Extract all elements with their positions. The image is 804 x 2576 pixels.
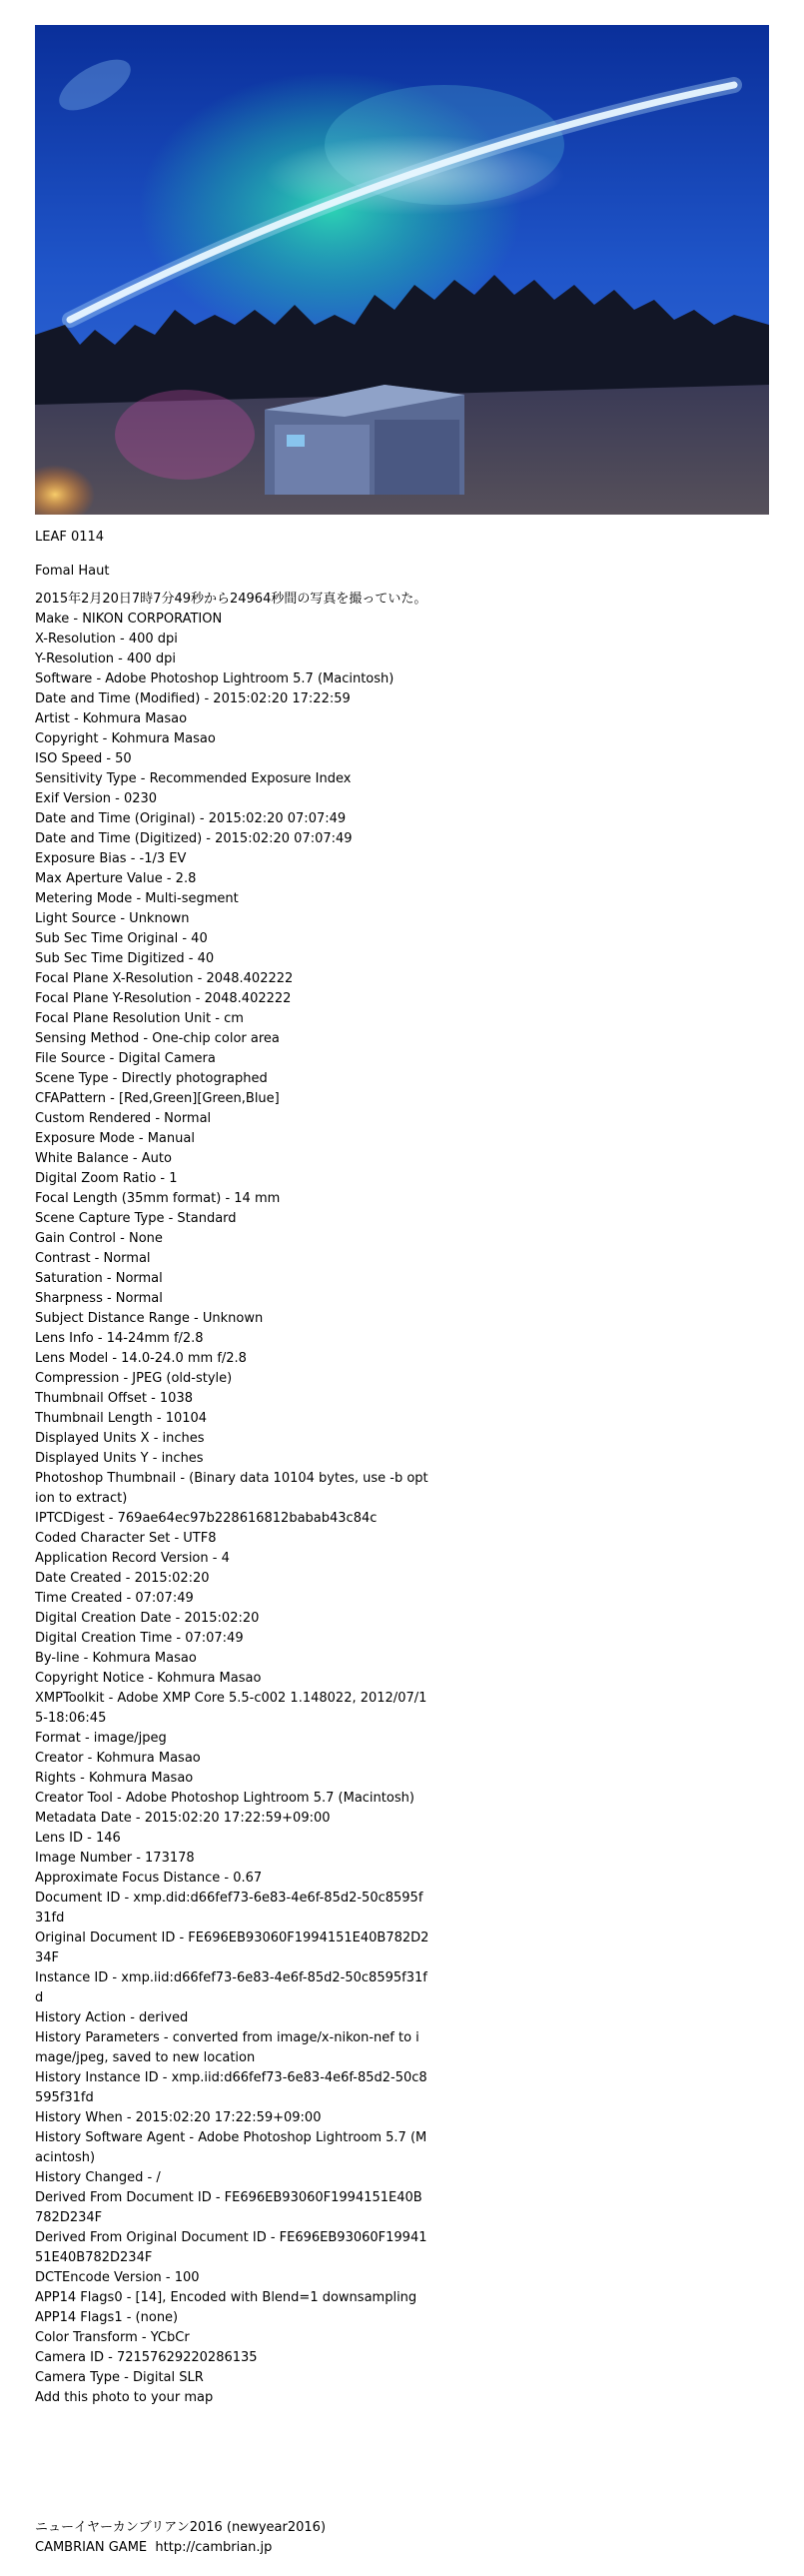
exif-entry: Coded Character Set - UTF8	[35, 1531, 217, 1546]
photo-image	[35, 25, 769, 515]
exif-entry: Displayed Units X - inches	[35, 1431, 205, 1446]
exif-entry: Sharpness - Normal	[35, 1291, 163, 1306]
photo-subtitle: Fomal Haut	[35, 564, 110, 579]
exif-entry: History Parameters - converted from image/x-nikon-nef to image/jpeg, saved to new location	[35, 2030, 419, 2065]
exif-entry: Lens Model - 14.0-24.0 mm f/2.8	[35, 1351, 247, 1366]
exif-entry: Thumbnail Length - 10104	[35, 1411, 208, 1426]
exif-entry: Sensing Method - One-chip color area	[35, 1031, 280, 1046]
exif-entry: Original Document ID - FE696EB93060F1994151E40B782D234F	[35, 1931, 429, 1965]
exif-entry: History Instance ID - xmp.iid:d66fef73-6e83-4e6f-85d2-50c8595f31fd	[35, 2070, 427, 2105]
exif-entry: IPTCDigest - 769ae64ec97b228616812babab43c84c	[35, 1511, 378, 1526]
exif-entry: Application Record Version - 4	[35, 1551, 230, 1566]
exif-entry: Sub Sec Time Original - 40	[35, 931, 208, 946]
footer	[35, 2518, 454, 2558]
exif-entry: Exposure Mode - Manual	[35, 1131, 195, 1146]
exif-entry: Artist - Kohmura Masao	[35, 711, 188, 726]
exif-entry: Subject Distance Range - Unknown	[35, 1311, 264, 1326]
exif-entry: APP14 Flags1 - (none)	[35, 2310, 179, 2325]
exif-entry: Exif Version - 0230	[35, 791, 158, 806]
exif-entry: Approximate Focus Distance - 0.67	[35, 1871, 263, 1886]
exif-entry: Instance ID - xmp.iid:d66fef73-6e83-4e6f-85d2-50c8595f31fd	[35, 1970, 427, 2005]
exif-entry: Saturation - Normal	[35, 1271, 163, 1286]
exif-entry: Creator - Kohmura Masao	[35, 1751, 201, 1766]
night-sky-photo[interactable]	[35, 25, 769, 515]
exif-entry: File Source - Digital Camera	[35, 1051, 216, 1066]
exif-entry: Date and Time (Original) - 2015:02:20 07:07:49	[35, 811, 347, 826]
exif-entry: By-line - Kohmura Masao	[35, 1651, 197, 1666]
exif-entry: Focal Plane Y-Resolution - 2048.402222	[35, 991, 292, 1006]
exif-entry: CFAPattern - [Red,Green][Green,Blue]	[35, 1091, 280, 1106]
exif-entry: Camera Type - Digital SLR	[35, 2370, 204, 2385]
footer-event-title: ニューイヤーカンブリアン2016 (newyear2016)	[35, 2520, 327, 2535]
exif-entry: Custom Rendered - Normal	[35, 1111, 212, 1126]
exif-entry: Image Number - 173178	[35, 1851, 195, 1866]
exif-entry: Compression - JPEG (old-style)	[35, 1371, 233, 1386]
exif-entry: Focal Plane X-Resolution - 2048.402222	[35, 971, 294, 986]
exif-entry: Rights - Kohmura Masao	[35, 1771, 194, 1786]
exif-entry: Light Source - Unknown	[35, 911, 190, 926]
add-to-map-link[interactable]: Add this photo to your map	[35, 2390, 214, 2405]
exif-entry: History Software Agent - Adobe Photoshop Lightroom 5.7 (Macintosh)	[35, 2130, 427, 2165]
footer-site-link[interactable]: CAMBRIAN GAME http://cambrian.jp	[35, 2540, 273, 2555]
exif-entry: Digital Creation Date - 2015:02:20	[35, 1611, 260, 1626]
exif-entry: Focal Length (35mm format) - 14 mm	[35, 1191, 281, 1206]
exif-entry: Make - NIKON CORPORATION	[35, 612, 223, 627]
exif-entry: Sensitivity Type - Recommended Exposure Index	[35, 771, 352, 786]
photo-description	[35, 528, 429, 2408]
exif-entry: Thumbnail Offset - 1038	[35, 1391, 193, 1406]
exif-entry: Y-Resolution - 400 dpi	[35, 651, 177, 666]
exif-entry: Software - Adobe Photoshop Lightroom 5.7 (Macintosh)	[35, 671, 395, 686]
exif-entry: Exposure Bias - -1/3 EV	[35, 851, 187, 866]
exif-entry: Gain Control - None	[35, 1231, 163, 1246]
exif-entry: DCTEncode Version - 100	[35, 2270, 200, 2285]
exif-entry: Photoshop Thumbnail - (Binary data 10104 bytes, use -b option to extract)	[35, 1471, 428, 1506]
exif-entry: Date Created - 2015:02:20	[35, 1571, 210, 1586]
exif-entry: Copyright Notice - Kohmura Masao	[35, 1671, 262, 1686]
exif-entry: Document ID - xmp.did:d66fef73-6e83-4e6f-85d2-50c8595f31fd	[35, 1891, 423, 1926]
photo-caption: 2015年2月20日7時7分49秒から24964秒間の写真を撮っていた。	[35, 592, 427, 607]
exif-entry: Max Aperture Value - 2.8	[35, 871, 197, 886]
exif-entry: Derived From Document ID - FE696EB93060F1994151E40B782D234F	[35, 2190, 422, 2225]
exif-entry: Digital Creation Time - 07:07:49	[35, 1631, 244, 1646]
exif-entry: Digital Zoom Ratio - 1	[35, 1171, 178, 1186]
exif-entry: Camera ID - 72157629220286135	[35, 2350, 258, 2365]
exif-entry: Date and Time (Modified) - 2015:02:20 17:22:59	[35, 691, 351, 706]
exif-entry: Contrast - Normal	[35, 1251, 151, 1266]
exif-entry: Creator Tool - Adobe Photoshop Lightroom 5.7 (Macintosh)	[35, 1791, 414, 1806]
exif-entry: Metering Mode - Multi-segment	[35, 891, 239, 906]
exif-entry: APP14 Flags0 - [14], Encoded with Blend=1 downsampling	[35, 2290, 417, 2305]
exif-entry: ISO Speed - 50	[35, 751, 132, 766]
exif-entry: White Balance - Auto	[35, 1151, 172, 1166]
exif-entry: Copyright - Kohmura Masao	[35, 731, 216, 746]
exif-entry: X-Resolution - 400 dpi	[35, 632, 178, 646]
exif-entry: History Changed - /	[35, 2170, 161, 2185]
exif-entry: History Action - derived	[35, 2010, 189, 2025]
exif-entry: Displayed Units Y - inches	[35, 1451, 204, 1466]
exif-list	[35, 610, 429, 2388]
exif-entry: Time Created - 07:07:49	[35, 1591, 194, 1606]
exif-entry: Derived From Original Document ID - FE696EB93060F1994151E40B782D234F	[35, 2230, 427, 2265]
exif-entry: Focal Plane Resolution Unit - cm	[35, 1011, 244, 1026]
exif-entry: Scene Capture Type - Standard	[35, 1211, 237, 1226]
exif-entry: Color Transform - YCbCr	[35, 2330, 190, 2345]
exif-entry: Lens Info - 14-24mm f/2.8	[35, 1331, 204, 1346]
exif-entry: Format - image/jpeg	[35, 1731, 167, 1746]
exif-entry: Date and Time (Digitized) - 2015:02:20 07:07:49	[35, 831, 353, 846]
exif-entry: Lens ID - 146	[35, 1831, 121, 1846]
exif-entry: Metadata Date - 2015:02:20 17:22:59+09:00	[35, 1811, 331, 1826]
exif-entry: XMPToolkit - Adobe XMP Core 5.5-c002 1.148022, 2012/07/15-18:06:45	[35, 1691, 427, 1726]
exif-entry: Scene Type - Directly photographed	[35, 1071, 268, 1086]
exif-entry: History When - 2015:02:20 17:22:59+09:00	[35, 2110, 322, 2125]
photo-title: LEAF 0114	[35, 530, 105, 545]
exif-entry: Sub Sec Time Digitized - 40	[35, 951, 215, 966]
